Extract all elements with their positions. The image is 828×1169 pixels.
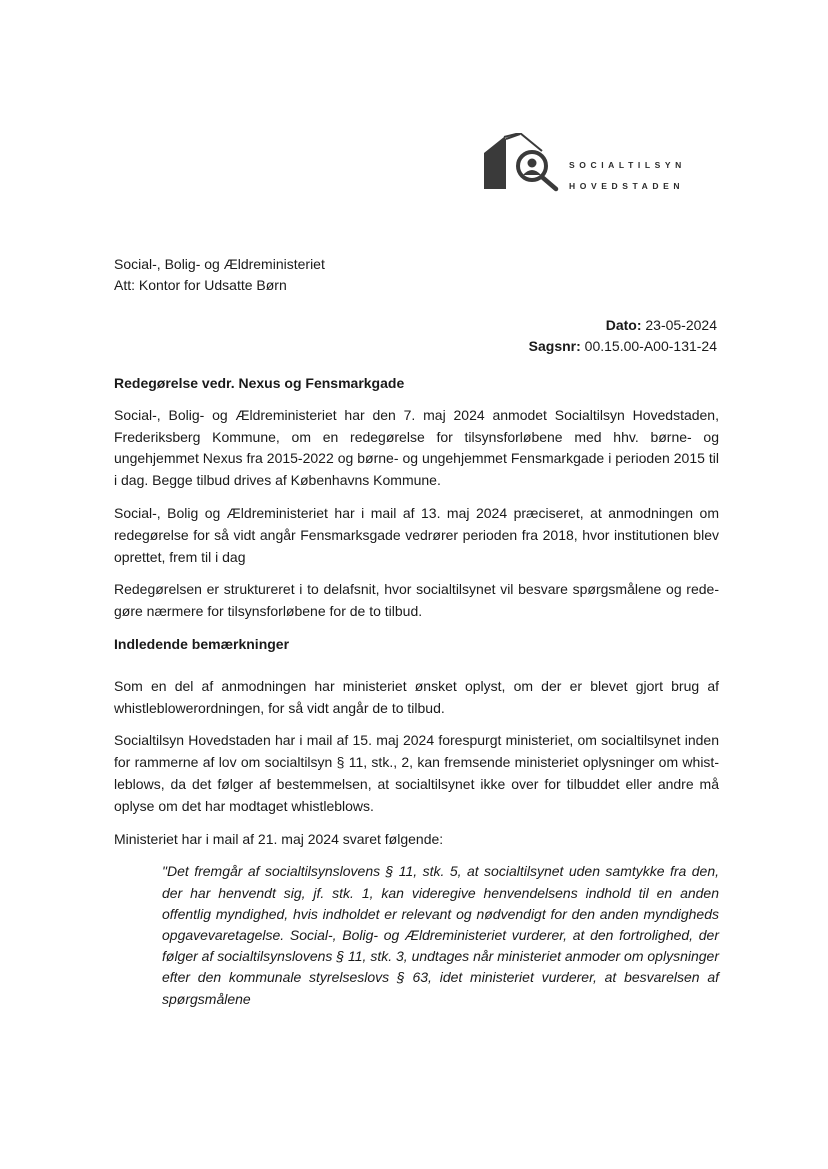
paragraph-3: Redegørelsen er struktureret i to delafsnit, hvor socialtilsynet vil besvare spørgsmålene og redegøre nærmere for tilsynsforløbene for de to tilbud. (114, 581, 719, 620)
paragraph-6: Ministeriet har i mail af 21. maj 2024 svaret følgende: (114, 830, 444, 847)
case-label: Sagsnr: (528, 338, 581, 354)
house-magnifier-person-icon (482, 133, 566, 193)
letter-body (114, 373, 719, 1010)
case-line (529, 336, 717, 357)
socialtilsyn-logo (482, 133, 722, 193)
case-value: 00.15.00-A00-131-24 (580, 338, 717, 354)
paragraph-1: Social-, Bolig- og Ældreministeriet har den 7. maj 2024 anmodet Socialtilsyn Hovedstaden, Frederiksberg Kommune, om en redegørelse for tilsynsforløbene med hhv. børne- og ungehjemmet Nexus fra 2015-2022 og børne- og ungehjemmet Fensmarkgade i perioden 2015 til i dag. Begge tilbud drives af Københavns Kommune. (114, 406, 719, 489)
paragraph-5: Socialtilsyn Hovedstaden har i mail af 15. maj 2024 forespurgt ministeriet, om socialtilsynet inden for rammerne af lov om socialtilsyn § 11, stk., 2, kan fremsende ministeriet oplysninger om whistleblows, da det følger af bestemmelsen, at socialtilsynet ikke over for tilbuddet eller andre må oplyse om det har modtaget whistleblows. (114, 732, 719, 814)
paragraph-2: Social-, Bolig og Ældreministeriet har i mail af 13. maj 2024 præciseret, at anmodningen om redegørelse for så vidt angår Fensmarksgade vedrører perioden fra 2018, hvor institutionen blev oprettet, frem til i dag (114, 504, 719, 565)
recipient-attention: Att: Kontor for Udsatte Børn (114, 277, 287, 293)
document-title: Redegørelse vedr. Nexus og Fensmarkgade (114, 375, 405, 391)
recipient-block (114, 254, 325, 296)
block-quote: "Det fremgår af socialtilsynslovens § 11, stk. 5, at socialtilsynet uden samtykke fra den, der har henvendt sig, jf. stk. 1, kan videregive henvendelsens indhold til en anden offentlig myndighed, hvis indholdet er relevant og nødvendigt for den anden myndigheds opgavevaretagelse. Social-, Bolig- og Ældreministeriet vurderer, at den fortrolighed, der følger af socialtilsynslovens § 11, stk. 3, undtages når ministeriet anmoder om oplysninger efter den kommunale styrelseslovs § 63, idet ministeriet vurderer, at besvarelsen af spørgsmålene (162, 863, 719, 1007)
logo-line-2: HOVEDSTADEN (569, 181, 685, 191)
paragraph-4: Som en del af anmodningen har ministeriet ønsket oplyst, om der er blevet gjort brug af whistleblowerordningen, for så vidt angår de to tilbud. (114, 677, 719, 716)
meta-block (529, 315, 717, 357)
logo-line-1: SOCIALTILSYN (569, 160, 686, 170)
date-label: Dato: (605, 317, 642, 333)
date-value: 23-05-2024 (641, 317, 717, 333)
section-heading: Indledende bemærkninger (114, 635, 290, 652)
date-line (529, 315, 717, 336)
recipient-ministry: Social-, Bolig- og Ældreministeriet (114, 256, 325, 272)
